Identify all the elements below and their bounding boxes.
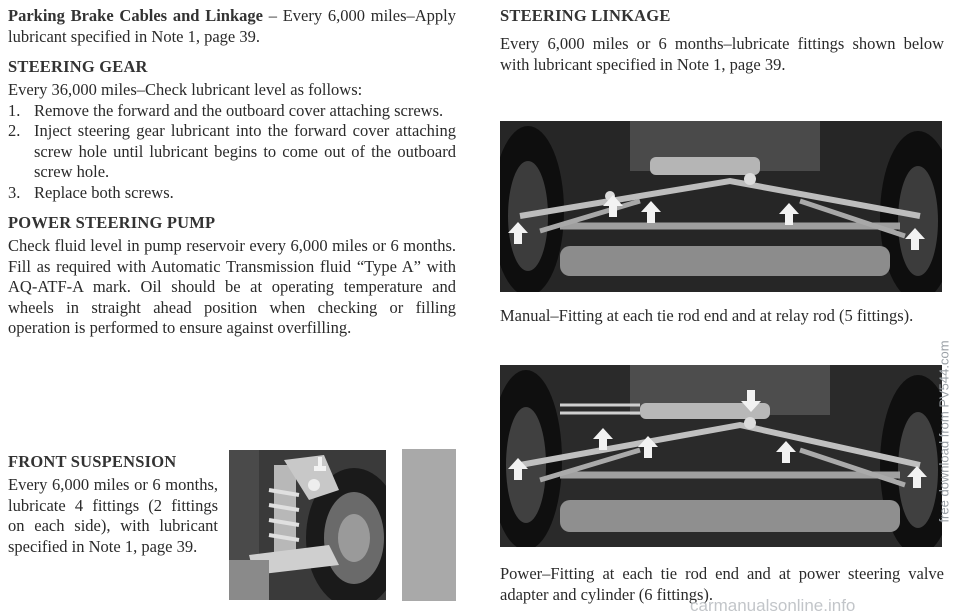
fitting-arrow-icon — [593, 428, 613, 450]
fitting-arrow-icon — [776, 441, 796, 463]
fitting-arrow-icon — [508, 222, 528, 244]
fitting-arrow-icon — [741, 390, 761, 412]
step-number: 2. — [8, 121, 21, 140]
step-text: Inject steering gear lubricant into the forward cover attaching screw hole until lubricant begins to come out of the outboard screw hole. — [34, 121, 456, 181]
steering-linkage-text: Every 6,000 miles or 6 months–lubricate fittings shown below with lubricant specified in Note 1, page 39. — [500, 34, 944, 74]
parking-brake-dash: – — [262, 6, 283, 25]
steering-gear-intro: Every 36,000 miles–Check lubricant level as follows: — [8, 80, 363, 99]
parking-brake-heading: Parking Brake Cables and Linkage — [8, 6, 263, 25]
manual-steering-linkage-photo — [500, 121, 942, 292]
power-label: Power — [500, 564, 543, 583]
side-watermark — [932, 316, 956, 546]
fitting-arrow-icon — [313, 456, 327, 472]
power-steering-pump-section — [8, 213, 456, 339]
left-column — [8, 6, 456, 339]
power-steering-linkage-photo — [500, 365, 942, 547]
step-item — [8, 121, 456, 183]
step-number: 3. — [8, 182, 21, 202]
side-watermark-text: free download from PV544.com — [936, 339, 952, 523]
step-number: 1. — [8, 100, 21, 120]
front-suspension-text: Every 6,000 miles or 6 months, lubricate 4 fittings (2 fittings on each side), with lubricant specified in Note 1, page 39. — [8, 475, 218, 556]
fitting-arrow-icon — [907, 466, 927, 488]
manual-label: Manual — [500, 306, 551, 325]
bottom-watermark: carmanualsonline.info — [690, 596, 856, 615]
fitting-arrow-icon — [603, 195, 623, 217]
parking-brake-paragraph — [8, 6, 456, 47]
manual-caption — [500, 306, 944, 327]
step-text: Replace both screws. — [34, 182, 174, 202]
power-caption-text: –Fitting at each tie rod end and at power steering valve adapter and cylinder (6 fittings). — [500, 564, 944, 604]
step-item — [8, 101, 456, 122]
right-column — [500, 6, 944, 75]
front-suspension-section — [8, 452, 218, 557]
power-steering-pump-text: Check fluid level in pump reservoir every 6,000 miles or 6 months. Fill as required with Automatic Transmission fluid “Type A” with AQ-ATF-A mark. Oil should be at operating temperature and wheels in straight ahead position when checking or filling operation is performed to ensure against overfilling. — [8, 236, 456, 337]
fitting-arrow-icon — [508, 458, 528, 480]
fitting-arrow-icon — [905, 228, 925, 250]
step-text: Remove the forward and the outboard cover attaching screws. — [34, 100, 444, 120]
front-suspension-photo — [229, 450, 386, 600]
fitting-arrow-icon — [638, 436, 658, 458]
step-item — [8, 183, 456, 204]
gray-placeholder-block — [402, 449, 456, 601]
parking-brake-text: Every 6,000 miles–Apply lubricant specified in Note 1, page 39. — [8, 6, 456, 46]
manual-caption-text: –Fitting at each tie rod end and at relay rod (5 fittings). — [550, 306, 914, 325]
front-suspension-heading: FRONT SUSPENSION — [8, 452, 177, 471]
steering-linkage-heading: STEERING LINKAGE — [500, 6, 671, 25]
power-steering-pump-heading: POWER STEERING PUMP — [8, 213, 216, 232]
fitting-arrow-icon — [779, 203, 799, 225]
steering-gear-heading: STEERING GEAR — [8, 57, 148, 76]
steering-gear-steps — [8, 101, 456, 204]
fitting-arrow-icon — [641, 201, 661, 223]
steering-gear-section — [8, 57, 456, 203]
